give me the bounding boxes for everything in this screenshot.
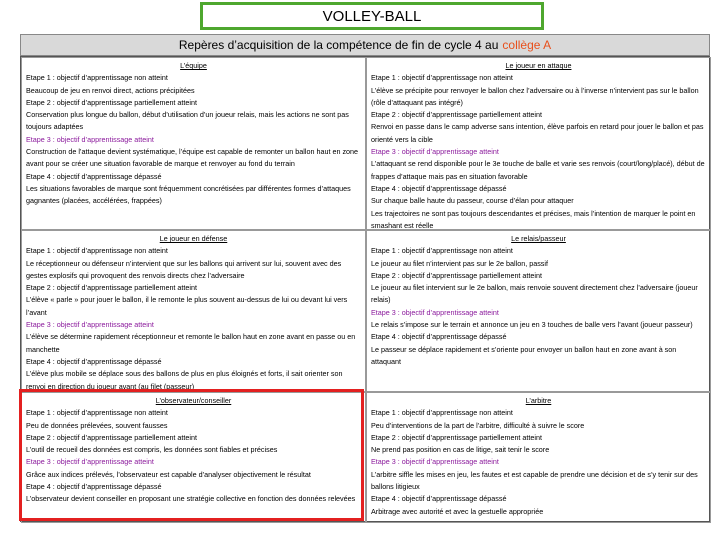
cell-line: Arbitrage avec autorité et avec la gestuelle appropriée [371, 506, 544, 516]
cell-line: Etape 2 : objectif d’apprentissage partiellement atteint [26, 432, 198, 442]
cell-line: Etape 3 : objectif d’apprentissage atteint [371, 457, 499, 467]
cell-line: Etape 3 : objectif d’apprentissage atteint [371, 147, 499, 157]
cell-line: Conservation plus longue du ballon, début d’utilisation d’un joueur relais, mais les actions ne sont pas toujours adaptées [26, 110, 349, 132]
cell-line: Etape 3 : objectif d’apprentissage atteint [371, 307, 499, 317]
cell-line: Le réceptionneur ou défenseur n’intervient que sur les ballons qui arrivent sur lui, souvent avec des gestes explosifs qui provoquent des renvois directs chez l’adversaire [26, 258, 342, 280]
cell-line: Etape 4 : objectif d’apprentissage dépassé [371, 183, 507, 193]
cell-line: Etape 1 : objectif d’apprentissage non atteint [371, 408, 513, 418]
cell-line: L’arbitre siffle les mises en jeu, les fautes et est capable de prendre une décision et de s’y tenir sur des ballons litigieux [371, 469, 698, 492]
cell-joueur-attaque [366, 57, 711, 230]
cell-arbitre [366, 392, 711, 523]
cell-line: Etape 2 : objectif d’apprentissage partiellement atteint [371, 110, 543, 120]
cell-line: Etape 1 : objectif d’apprentissage non atteint [371, 246, 513, 256]
competence-grid [20, 56, 710, 522]
subtitle-text: Repères d’acquisition de la compétence de fin de cycle 4 au [178, 38, 499, 52]
cell-line: Etape 1 : objectif d’apprentissage non atteint [371, 73, 513, 83]
cell-line: Le joueur au filet intervient sur le 2e ballon, mais renvoie souvent directement chez l’adversaire (joueur relais) [371, 283, 698, 305]
cell-relais-passeur [366, 230, 711, 392]
cell-line: Le relais s’impose sur le terrain et annonce un jeu en 3 touches de balle vers l’avant (joueur passeur) [371, 320, 693, 330]
cell-line: Etape 1 : objectif d’apprentissage non atteint [26, 246, 168, 256]
subtitle-bar [20, 34, 710, 56]
cell-line: L’élève se précipite pour renvoyer le ballon chez l’adversaire ou à l’inverse n’intervient pas sur le ballon (rôle d’attaquant pas intégré) [371, 85, 699, 107]
cell-heading: L’arbitre [525, 396, 552, 405]
cell-line: Grâce aux indices prélevés, l’observateur est capable d’analyser objectivement le résultat [26, 469, 311, 479]
cell-line: Etape 2 : objectif d’apprentissage partiellement atteint [371, 270, 543, 280]
cell-line: Etape 2 : objectif d’apprentissage partiellement atteint [371, 432, 543, 442]
cell-observateur-conseiller [21, 392, 366, 523]
cell-line: Le joueur au filet n’intervient pas sur le 2e ballon, passif [371, 258, 548, 268]
cell-heading: Le joueur en attaque [505, 61, 572, 70]
cell-line: Etape 4 : objectif d’apprentissage dépassé [26, 482, 162, 492]
cell-line: L’outil de recueil des données est compris, les données sont fiables et précises [26, 445, 278, 455]
cell-heading: L’équipe [180, 61, 207, 70]
cell-line: L’élève plus mobile se déplace sous des ballons de plus en plus éloignés et forts, il sait orienter son renvoi en direction du joueur avant (au filet (passeur) [26, 369, 343, 391]
page-title: VOLLEY-BALL [200, 2, 544, 30]
cell-line: Etape 1 : objectif d’apprentissage non atteint [26, 73, 168, 83]
cell-line: L’élève se détermine rapidement réceptionneur et remonte le ballon haut en zone avant en passe ou en manchette [26, 332, 356, 354]
cell-line: Les trajectoires ne sont pas toujours descendantes et précises, mais l’intention de marquer le point en smashant est réelle [371, 208, 696, 230]
cell-heading: Le joueur en défense [159, 234, 228, 243]
cell-heading: Le relais/passeur [511, 234, 566, 243]
cell-line: Etape 4 : objectif d’apprentissage dépassé [26, 356, 162, 366]
cell-line: Renvoi en passe dans le camp adverse sans intention, élève parfois en retard pour jouer le ballon et pas orienté vers la cible [371, 122, 704, 144]
cell-line: Peu d’interventions de la part de l’arbitre, difficulté à suivre le score [371, 420, 585, 430]
cell-line: Etape 4 : objectif d’apprentissage dépassé [371, 494, 507, 504]
cell-line: L’observateur devient conseiller en proposant une stratégie collective en fonction des données relevées [26, 494, 356, 504]
cell-line: Ne prend pas position en cas de litige, sait tenir le score [371, 445, 550, 455]
cell-line: L’élève « parle » pour jouer le ballon, il le remonte le plus souvent au-dessus de lui ou devant lui vers l’avant [26, 295, 348, 317]
cell-line: L’attaquant se rend disponible pour le 3e touche de balle et varie ses renvois (court/long/placé), début de frappes d’attaque mais pas en situation favorable [371, 159, 705, 181]
cell-line: Etape 4 : objectif d’apprentissage dépassé [371, 332, 507, 342]
cell-line: Construction de l’attaque devient systématique, l’équipe est capable de remonter un ballon haut en zone avant pour se créer une situation favorable de marque et renvoyer au fond du terrain [26, 147, 359, 169]
cell-line: Etape 3 : objectif d’apprentissage atteint [26, 320, 154, 330]
cell-line: Peu de données prélevées, souvent fausses [26, 420, 168, 430]
cell-line: Etape 2 : objectif d’apprentissage partiellement atteint [26, 97, 198, 107]
cell-line: Etape 4 : objectif d’apprentissage dépassé [26, 171, 162, 181]
subtitle-accent: collège A [502, 38, 552, 52]
cell-line: Etape 2 : objectif d’apprentissage partiellement atteint [26, 283, 198, 293]
cell-line: Beaucoup de jeu en renvoi direct, actions précipitées [26, 85, 195, 95]
cell-line: Etape 3 : objectif d’apprentissage atteint [26, 134, 154, 144]
cell-line: Etape 3 : objectif d’apprentissage atteint [26, 457, 154, 467]
cell-joueur-defense [21, 230, 366, 392]
cell-line: Les situations favorables de marque sont fréquemment concrétisées par différentes formes d’attaques gagnantes (placées, accélérées, frappées) [26, 183, 351, 206]
cell-equipe [21, 57, 366, 230]
cell-line: Etape 1 : objectif d’apprentissage non atteint [26, 408, 168, 418]
cell-heading: L’observateur/conseiller [155, 396, 232, 405]
cell-line: Sur chaque balle haute du passeur, course d’élan pour attaquer [371, 196, 574, 206]
cell-line: Le passeur se déplace rapidement et s’oriente pour envoyer un ballon haut en zone avant à son attaquant [371, 344, 677, 366]
